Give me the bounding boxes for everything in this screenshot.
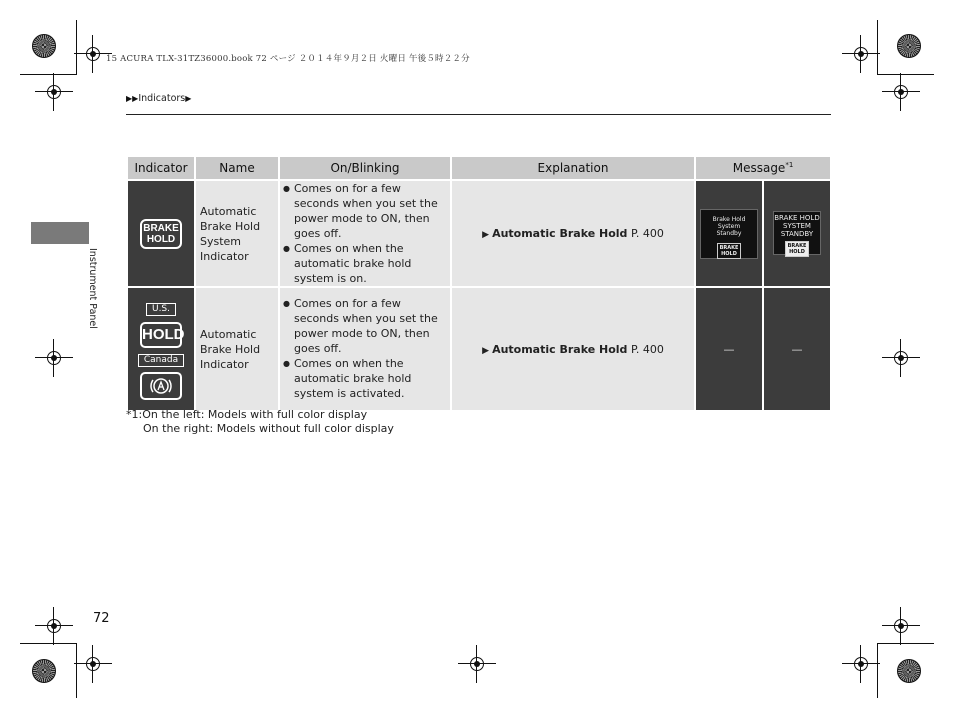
trim-line xyxy=(76,20,77,75)
crosshair-registration-mark xyxy=(892,349,910,367)
trim-line xyxy=(20,643,77,644)
color-registration-mark xyxy=(897,34,921,58)
crosshair-registration-mark xyxy=(45,83,63,101)
chapter-tab-marker xyxy=(31,222,89,244)
explanation-link[interactable]: Automatic Brake Hold xyxy=(492,227,628,240)
explanation-page: P. 400 xyxy=(630,227,664,240)
message-line: Standby xyxy=(716,229,742,237)
message-screen-standard xyxy=(773,211,821,255)
crosshair-registration-mark xyxy=(45,617,63,635)
circled-a-icon xyxy=(150,376,172,396)
message-line: BRAKE HOLD xyxy=(774,214,820,222)
crosshair-registration-mark xyxy=(84,655,102,673)
footnote-line: *1:On the left: Models with full color display xyxy=(126,408,368,421)
crosshair-registration-mark xyxy=(852,655,870,673)
crosshair-registration-mark xyxy=(84,45,102,63)
indicator-cell xyxy=(128,288,194,410)
message-line: STANDBY xyxy=(780,230,814,238)
print-header: 15 ACURA TLX-31TZ36000.book 72 ページ ２０１４年９月２日 火曜日 午後５時２２分 xyxy=(106,54,470,64)
header-rule xyxy=(126,114,831,115)
page-number: 72 xyxy=(93,611,110,626)
color-registration-mark xyxy=(897,659,921,683)
list-item: ● Comes on for a few seconds when you set the power mode to ON, then goes off. xyxy=(294,181,444,241)
on-blinking-cell xyxy=(280,181,450,286)
color-registration-mark xyxy=(32,34,56,58)
explanation-cell xyxy=(452,288,694,410)
brake-hold-icon xyxy=(140,219,182,249)
chapter-tab-label: Instrument Panel xyxy=(87,248,98,329)
explanation-link[interactable]: Automatic Brake Hold xyxy=(492,342,628,356)
brake-hold-icon-text-2: HOLD xyxy=(146,233,176,245)
indicator-name: Automatic Brake Hold Indicator xyxy=(196,288,278,410)
header-name: Name xyxy=(196,157,278,179)
message-full-color xyxy=(696,181,762,286)
crosshair-registration-mark xyxy=(852,45,870,63)
header-indicator: Indicator xyxy=(128,157,194,179)
breadcrumb-arrows: ▶▶ xyxy=(126,94,139,103)
brake-hold-mini-icon xyxy=(717,243,742,259)
region-tag-us: U.S. xyxy=(146,303,176,316)
crosshair-registration-mark xyxy=(892,83,910,101)
brake-hold-mini-icon xyxy=(785,241,810,257)
indicator-table xyxy=(126,155,832,412)
trim-line xyxy=(877,74,934,75)
message-screen-full-color xyxy=(700,209,758,259)
indicator-cell xyxy=(128,181,194,286)
breadcrumb xyxy=(126,93,191,104)
trim-line xyxy=(877,643,878,698)
message-line: Brake Hold System xyxy=(712,215,746,230)
reference-arrow-icon: ▶ xyxy=(482,345,490,356)
message-no-full-color: — xyxy=(764,288,830,410)
footnote-marker: *1 xyxy=(785,161,794,169)
header-explanation: Explanation xyxy=(452,157,694,179)
mini-badge-text: HOLD xyxy=(789,249,805,255)
mini-badge-text: BRAKE xyxy=(787,243,807,249)
color-registration-mark xyxy=(32,659,56,683)
on-blinking-cell xyxy=(280,288,450,410)
breadcrumb-link-indicators[interactable]: Indicators xyxy=(138,93,186,104)
reference-arrow-icon: ▶ xyxy=(482,230,490,240)
crosshair-registration-mark xyxy=(468,655,486,673)
mini-badge-text: HOLD xyxy=(721,250,737,257)
header-message xyxy=(696,157,830,179)
trim-line xyxy=(76,643,77,698)
region-tag-canada: Canada xyxy=(138,354,184,367)
table-header-row xyxy=(128,157,830,179)
brake-hold-icon-text-1: BRAKE xyxy=(143,222,179,234)
indicator-name: Automatic Brake Hold System Indicator xyxy=(196,181,278,286)
explanation-cell xyxy=(452,181,694,286)
crosshair-registration-mark xyxy=(892,617,910,635)
crosshair-registration-mark xyxy=(45,349,63,367)
list-item: ● Comes on when the automatic brake hold system is on. xyxy=(294,241,444,286)
header-on-blinking: On/Blinking xyxy=(280,157,450,179)
breadcrumb-end-arrow: ▶ xyxy=(185,94,192,103)
message-full-color: — xyxy=(696,288,762,410)
footnote xyxy=(126,408,394,436)
trim-line xyxy=(20,74,77,75)
table-row xyxy=(128,288,830,410)
trim-line xyxy=(877,20,878,75)
header-message-label: Message xyxy=(732,161,786,175)
message-line: SYSTEM xyxy=(783,222,811,230)
hold-icon: HOLD xyxy=(140,322,182,348)
auto-brake-hold-icon xyxy=(140,372,182,400)
mini-badge-text: BRAKE xyxy=(719,244,739,251)
list-item: ● Comes on for a few seconds when you set the power mode to ON, then goes off. xyxy=(294,296,444,356)
footnote-line: On the right: Models without full color display xyxy=(143,422,394,435)
message-no-full-color xyxy=(764,181,830,286)
explanation-page: P. 400 xyxy=(630,342,664,356)
list-item: ● Comes on when the automatic brake hold system is activated. xyxy=(294,356,444,401)
trim-line xyxy=(877,643,934,644)
table-row xyxy=(128,181,830,286)
